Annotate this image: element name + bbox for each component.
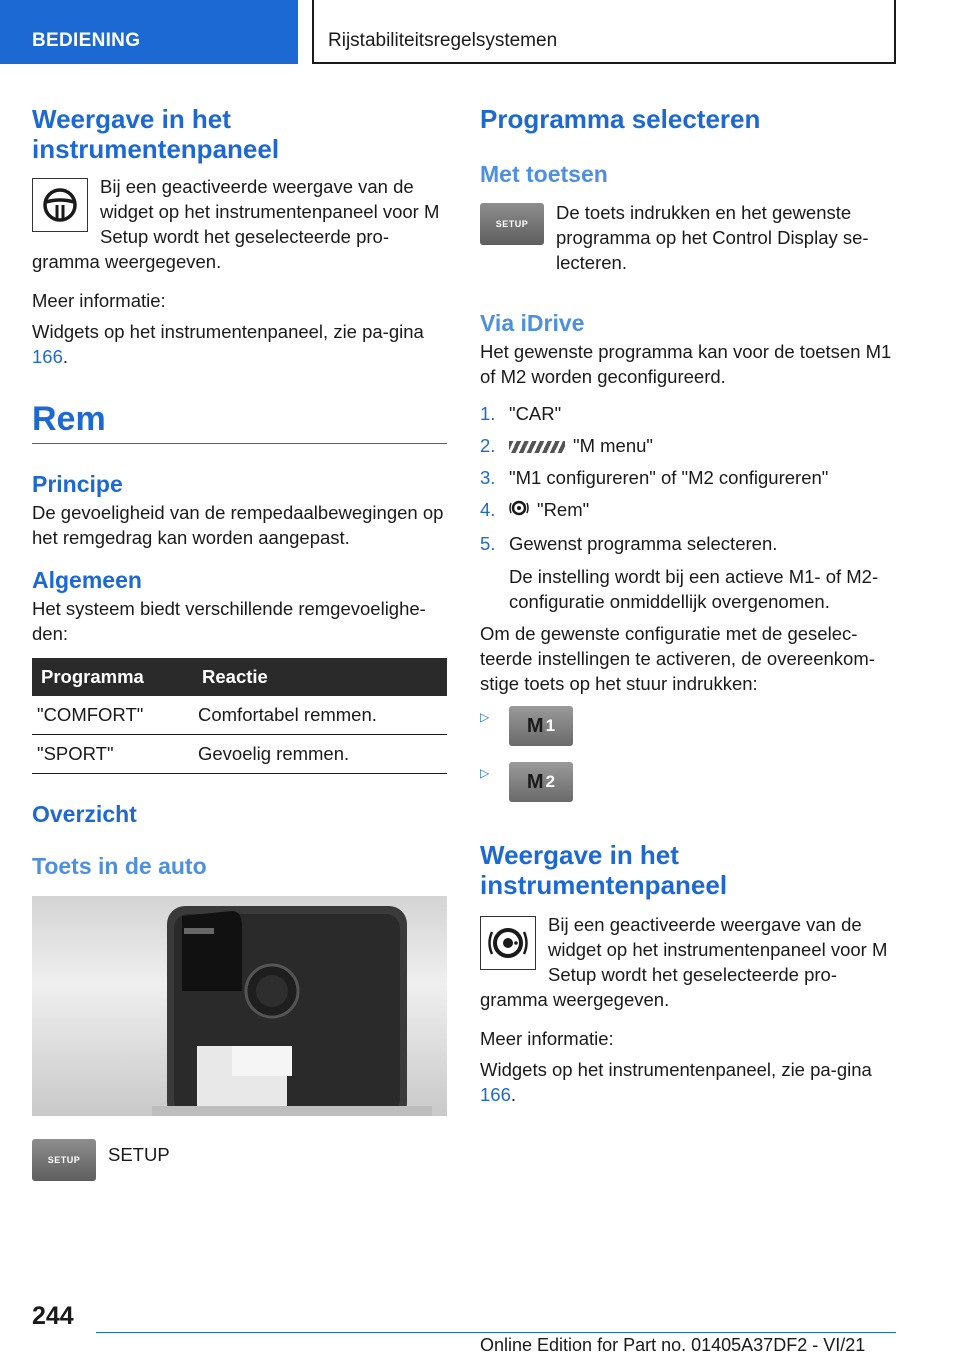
toetsen-text: De toets indrukken en het gewenste programma op het Control Display se-lecteren.	[556, 202, 869, 273]
m2-bullet: ▷ M 2	[480, 762, 900, 818]
toets-title: Toets in de auto	[32, 853, 207, 879]
more-info-right: Meer informatie:	[480, 1028, 614, 1050]
overzicht-title: Overzicht	[32, 801, 137, 827]
brake-icon	[509, 498, 529, 524]
principe-title: Principe	[32, 471, 123, 497]
setup-button-icon: SETUP	[480, 203, 544, 245]
table-header-reactie: Reactie	[193, 658, 447, 696]
display-text-right: Bij een geactiveerde weergave van de widget op het instrumentenpaneel voor M Setup wordt het geselecteerde pro-gramma weergegeven.	[480, 914, 888, 1011]
list-item: 4. "Rem"	[480, 497, 900, 524]
toetsen-title: Met toetsen	[480, 161, 608, 187]
header-chapter: Rijstabiliteitsregelsystemen	[312, 0, 896, 64]
center-console-photo	[32, 896, 447, 1116]
steering-wheel-icon	[32, 178, 88, 232]
setup-caption: SETUP	[108, 1144, 170, 1165]
list-item: 5. Gewenst programma selecteren. De instelling wordt bij een actieve M1- of M2-configuratie onmiddellijk overgenomen.	[480, 531, 900, 614]
m1-button-icon: M 1	[509, 706, 573, 746]
display-text-left: Bij een geactiveerde weergave van de widget op het instrumentenpaneel voor M Setup wordt het geselecteerde pro-gramma weergegeven.	[32, 176, 440, 272]
table-header-programma: Programma	[32, 658, 193, 696]
brake-table	[32, 658, 447, 774]
setup-button-icon: SETUP	[32, 1139, 96, 1181]
programma-title: Programma selecteren	[480, 104, 761, 134]
table-cell: Comfortabel remmen.	[193, 696, 447, 735]
display-title-right: Weergave in het instrumentenpaneel	[480, 840, 728, 901]
table-row	[32, 735, 447, 774]
more-info-left: Meer informatie:	[32, 290, 166, 311]
display-title-left: Weergave in het instrumentenpaneel	[32, 104, 280, 164]
m-logo-icon	[509, 441, 565, 453]
right-column	[480, 100, 900, 1107]
algemeen-text: Het systeem biedt verschillende remgevoelighe-den:	[32, 598, 426, 644]
rem-title: Rem	[32, 400, 106, 438]
list-item: 1. "CAR"	[480, 403, 562, 424]
brake-disc-icon	[480, 916, 536, 970]
algemeen-title: Algemeen	[32, 567, 142, 593]
steps-list	[480, 401, 900, 614]
idrive-text: Het gewenste programma kan voor de toetsen M1 of M2 worden geconfigureerd.	[480, 341, 892, 387]
list-item: 3. "M1 configureren" of "M2 configureren"	[480, 467, 829, 488]
widgets-ref-right: Widgets op het instrumentenpaneel, zie pa-gina 166.	[480, 1059, 872, 1106]
widgets-ref-left: Widgets op het instrumentenpaneel, zie pa-gina 166.	[32, 321, 424, 367]
m1-bullet: ▷ M 1	[480, 706, 900, 762]
table-cell: "COMFORT"	[32, 696, 193, 735]
page-link[interactable]: 166	[480, 1084, 511, 1106]
header-section: BEDIENING	[0, 0, 298, 64]
idrive-title: Via iDrive	[480, 310, 585, 336]
table-row	[32, 696, 447, 735]
list-item: 2. "M menu"	[480, 435, 653, 456]
page-number: 244	[32, 1302, 74, 1330]
activate-text: Om de gewenste configuratie met de geselec-teerde instellingen te activeren, de overeenkom-stige toets op het stuur indrukken:	[480, 623, 875, 695]
left-column	[32, 100, 447, 1187]
page-link[interactable]: 166	[32, 346, 63, 367]
table-cell: "SPORT"	[32, 735, 193, 774]
principe-text: De gevoeligheid van de rempedaalbewegingen op het remgedrag kan worden aangepast.	[32, 502, 444, 548]
footer-divider	[96, 1332, 896, 1333]
footer-edition: Online Edition for Part no. 01405A37DF2 - VI/21	[480, 1335, 866, 1355]
m2-button-icon: M 2	[509, 762, 573, 802]
table-cell: Gevoelig remmen.	[193, 735, 447, 774]
step-note: De instelling wordt bij een actieve M1- of M2-configuratie onmiddellijk overgenomen.	[509, 566, 879, 613]
